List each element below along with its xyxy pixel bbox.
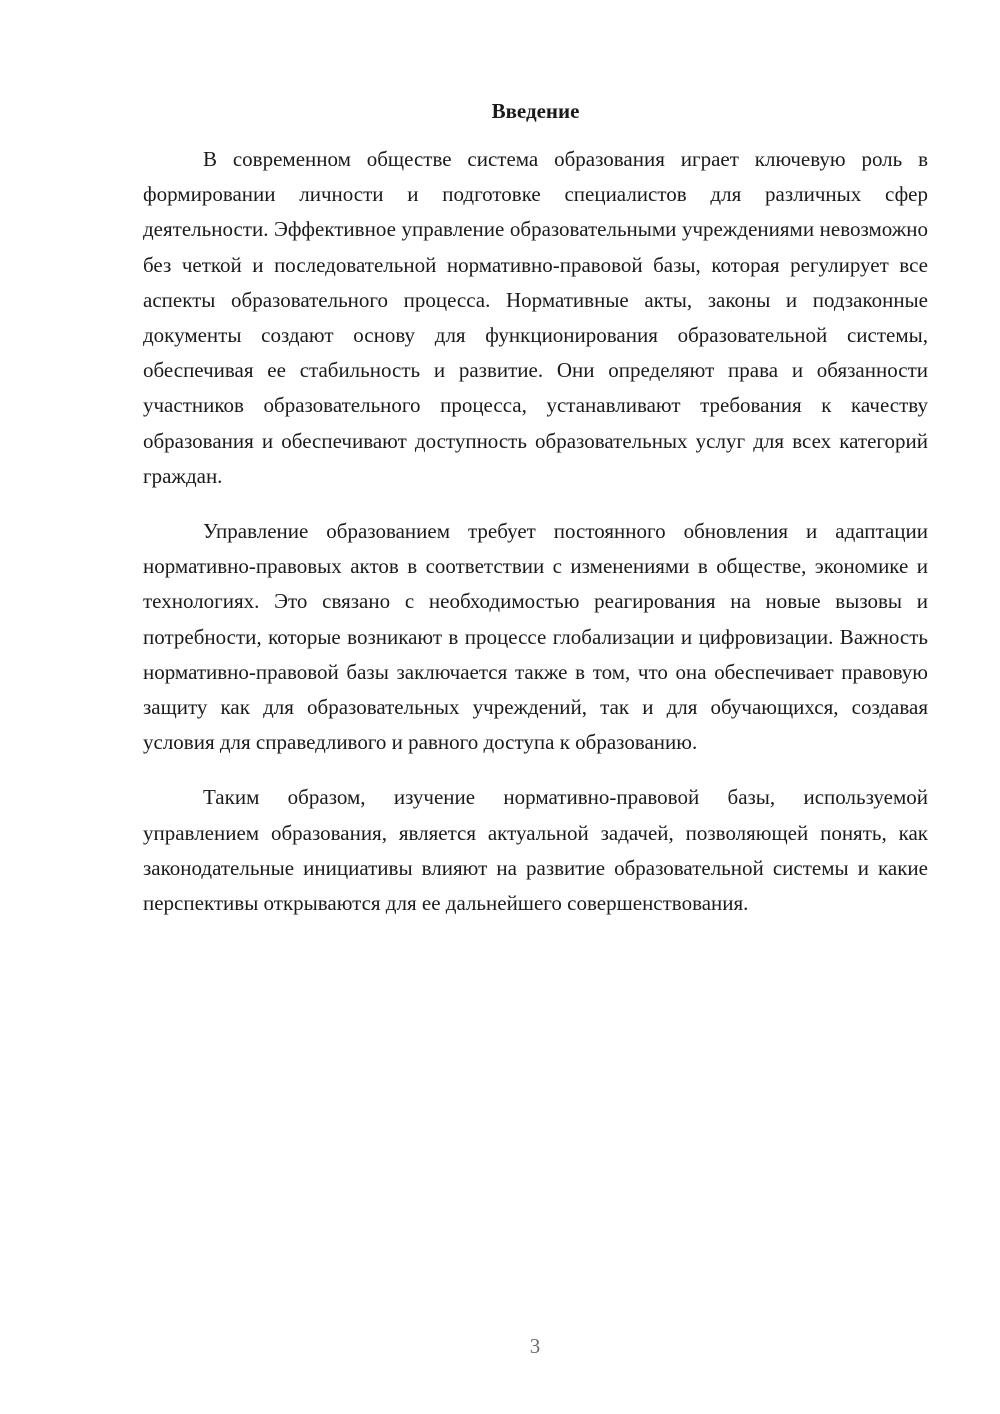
paragraph-2: Управление образованием требует постоянного обновления и адаптации нормативно-правовых актов в соответствии с изменениями в обществе, экономике и технологиях. Это связано с необходимостью реагирования на новые вызовы и потребности, которые возникают в процессе глобализации и цифровизации. Важность нормативно-правовой базы заключается также в том, что она обеспечивает правовую защиту как для образовательных учреждений, так и для обучающихся, создавая условия для справедливого и равного доступа к образованию. <box>143 519 928 755</box>
page-number: 3 <box>529 1334 541 1358</box>
section-heading: Введение <box>491 99 580 123</box>
body-text <box>143 142 928 921</box>
paragraph-3: Таким образом, изучение нормативно-правовой базы, используемой управлением образования, является актуальной задачей, позволяющей понять, как законодательные инициативы влияют на развитие образовательной системы и какие перспективы открываются для ее дальнейшего совершенствования. <box>143 785 928 916</box>
paragraph-1: В современном обществе система образования играет ключевую роль в формировании личности и подготовке специалистов для различных сфер деятельности. Эффективное управление образовательными учреждениями невозможно без четкой и последовательной нормативно-правовой базы, которая регулирует все аспекты образовательного процесса. Нормативные акты, законы и подзаконные документы создают основу для функционирования образовательной системы, обеспечивая ее стабильность и развитие. Они определяют права и обязанности участников образовательного процесса, устанавливают требования к качеству образования и обеспечивают доступность образовательных услуг для всех категорий граждан. <box>143 147 928 488</box>
